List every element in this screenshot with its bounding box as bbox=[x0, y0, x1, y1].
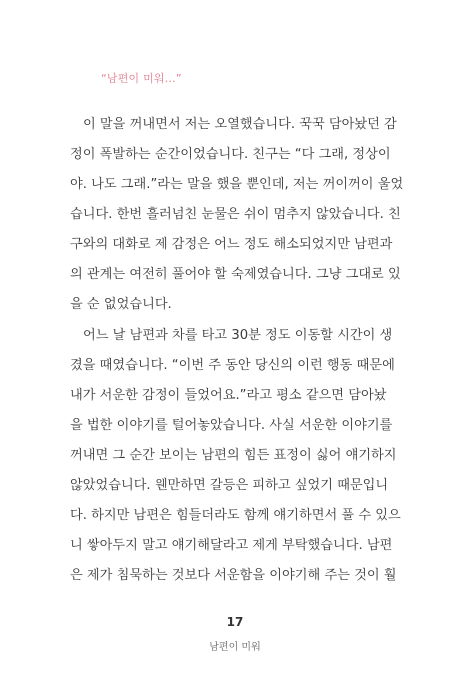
text-line: 이 말을 꺼내면서 저는 오열했습니다. 꾹꾹 담아놨던 감 bbox=[83, 117, 397, 132]
text-line: 꺼내면 그 순간 보이는 남편의 힘든 표정이 싫어 얘기하지 bbox=[70, 448, 397, 463]
text-line: 정이 폭발하는 순간이었습니다. 친구는 “다 그래, 정상이 bbox=[70, 147, 391, 162]
text-line: 야. 나도 그래.”라는 말을 했을 뿐인데, 저는 꺼이꺼이 울었 bbox=[70, 177, 404, 192]
text-line: 을 법한 이야기를 털어놓았습니다. 사실 서운한 이야기를 bbox=[70, 418, 393, 433]
text-line: 습니다. 한번 흘러넘친 눈물은 쉬이 멈추지 않았습니다. 친 bbox=[70, 207, 401, 222]
running-head: “남편이 미워...” bbox=[101, 72, 182, 85]
text-line: 을 순 없었습니다. bbox=[70, 297, 172, 312]
text-line: 내가 서운한 감정이 들었어요.”라고 평소 같으면 담아놨 bbox=[70, 388, 387, 403]
text-line: 어느 날 남편과 차를 타고 30분 정도 이동할 시간이 생 bbox=[83, 328, 393, 343]
text-line: 구와의 대화로 제 감정은 어느 정도 해소되었지만 남편과 bbox=[70, 237, 393, 252]
page-number: 17 bbox=[226, 615, 244, 629]
text-line: 니 쌓아두지 말고 얘기해달라고 제게 부탁했습니다. 남편 bbox=[70, 538, 393, 553]
footer-book-title: 남편이 미워 bbox=[209, 642, 261, 653]
text-line: 의 관계는 여전히 풀어야 할 숙제였습니다. 그냥 그대로 있 bbox=[70, 267, 401, 282]
text-line: 은 제가 침묵하는 것보다 서운함을 이야기해 주는 것이 훨 bbox=[70, 568, 397, 583]
text-line: 겼을 때였습니다. “이번 주 동안 당신의 이런 행동 때문에 bbox=[70, 358, 395, 373]
text-line: 않았었습니다. 웬만하면 갈등은 피하고 싶었기 때문입니 bbox=[70, 478, 389, 493]
text-line: 다. 하지만 남편은 힘들더라도 함께 얘기하면서 풀 수 있으 bbox=[70, 508, 401, 523]
